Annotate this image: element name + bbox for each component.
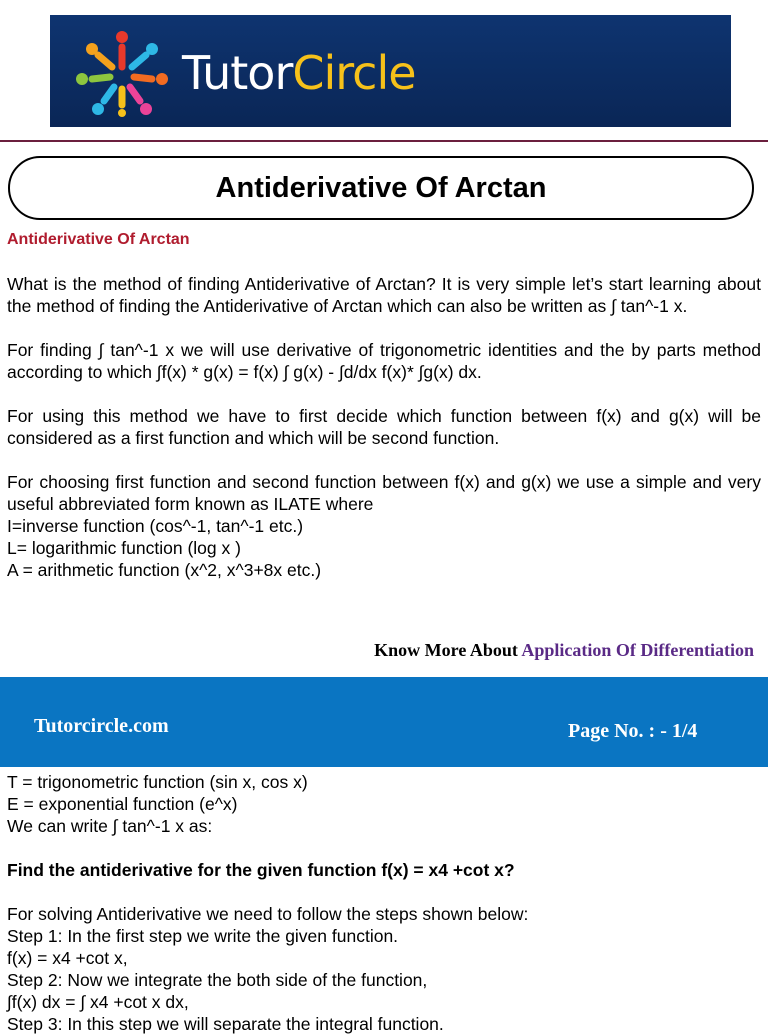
- page2-content: [7, 771, 761, 1035]
- header-divider: [0, 140, 768, 142]
- step-line: f(x) = x4 +cot x,: [7, 948, 128, 968]
- paragraph-3: For using this method we have to first decide which function between f(x) and g(x) will be considered as a first function and which will be second function.: [7, 406, 761, 448]
- step-line: Step 2: Now we integrate the both side of the function,: [7, 970, 428, 990]
- header-banner: [50, 15, 731, 127]
- ilate-line-e: E = exponential function (e^x): [7, 794, 238, 814]
- ilate-line-a: A = arithmetic function (x^2, x^3+8x etc.): [7, 560, 322, 580]
- paragraph-2: For finding ∫ tan^-1 x we will use derivative of trigonometric identities and the by parts method according to which ∫f(x) * g(x) = f(x) ∫ g(x) - ∫d/dx f(x)* ∫g(x) dx.: [7, 340, 761, 382]
- step-line: ∫f(x) dx = ∫ x4 +cot x dx,: [7, 992, 189, 1012]
- logo-wordmark: [182, 45, 416, 101]
- ilate-line-l: L= logarithmic function (log x ): [7, 538, 241, 558]
- ilate-line-i: I=inverse function (cos^-1, tan^-1 etc.): [7, 516, 304, 536]
- question-heading: Find the antiderivative for the given function f(x) = x4 +cot x?: [7, 860, 515, 880]
- paragraph-4: For choosing first function and second function between f(x) and g(x) we use a simple and very useful abbreviated form known as ILATE where: [7, 472, 761, 514]
- step-line: Step 1: In the first step we write the given function.: [7, 926, 399, 946]
- logo-text-tutor: Tutor: [182, 46, 293, 100]
- know-more: [374, 640, 754, 661]
- ilate-line-t: T = trigonometric function (sin x, cos x): [7, 772, 308, 792]
- page-footer: [0, 677, 768, 767]
- tutorcircle-logo-icon: [72, 25, 172, 117]
- step-line: For solving Antiderivative we need to follow the steps shown below:: [7, 904, 529, 924]
- write-as-line: We can write ∫ tan^-1 x as:: [7, 816, 213, 836]
- footer-site[interactable]: Tutorcircle.com: [34, 715, 169, 737]
- know-more-prefix: Know More About: [374, 640, 522, 660]
- step-line: Step 3: In this step we will separate the integral function.: [7, 1014, 444, 1034]
- footer-page-number: Page No. : - 1/4: [568, 720, 698, 742]
- paragraph-1: What is the method of finding Antiderivative of Arctan? It is very simple let’s start learning about the method of finding the Antiderivative of Arctan which can also be written as ∫ tan^-1 x.: [7, 274, 761, 316]
- logo-text-circle: Circle: [292, 46, 416, 100]
- section-heading: Antiderivative Of Arctan: [7, 231, 190, 248]
- know-more-link[interactable]: Application Of Differentiation: [521, 640, 754, 660]
- page-title: Antiderivative Of Arctan: [215, 171, 547, 204]
- title-box: [8, 156, 754, 220]
- main-content: [7, 229, 761, 581]
